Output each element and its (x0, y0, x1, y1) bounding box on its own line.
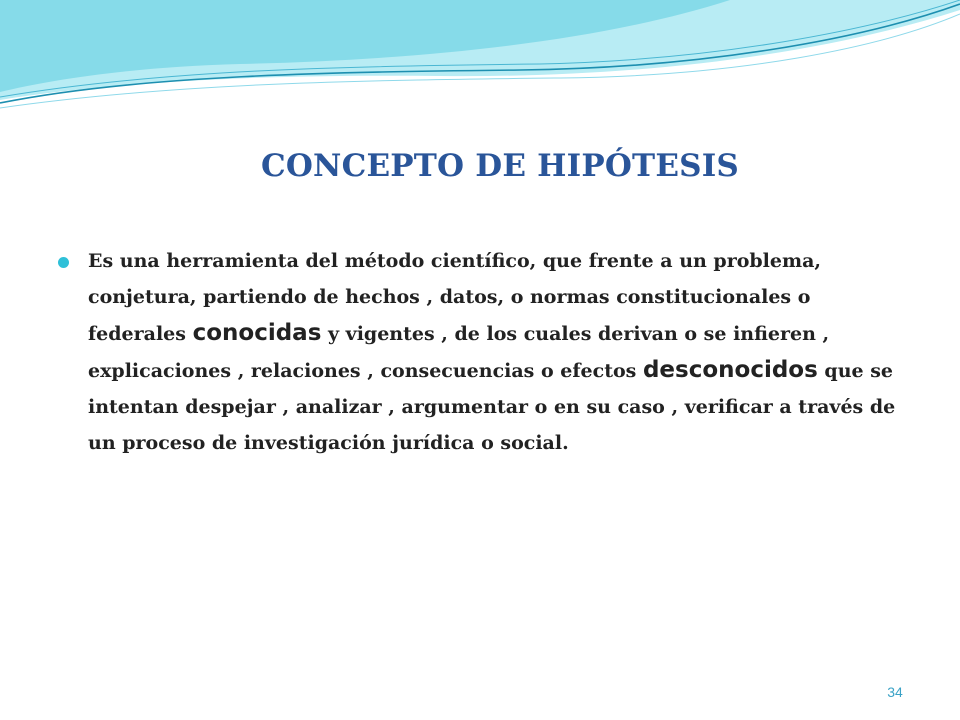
header-wave-decoration (0, 0, 960, 130)
paragraph-text-part-2: y vigentes , de los cuales derivan o se infieren , explicaciones , relaciones , consecuencias o efectos (88, 323, 830, 382)
page-number: 34 (887, 684, 903, 700)
slide-title: CONCEPTO DE HIPÓTESIS (260, 148, 740, 184)
paragraph-text-part-1: Es una herramienta del método científico, que frente a un problema, conjetura, partiendo de hechos , datos, o normas constitucionales o federales (88, 250, 822, 345)
paragraph-text-part-3: que se intentan despejar , analizar , argumentar o en su caso , verificar a través de un proceso de investigación jurídica o social. (88, 360, 896, 454)
emphasis-word-conocidas: conocidas (192, 320, 322, 346)
bullet-dot-icon (58, 257, 69, 268)
emphasis-word-desconocidos: desconocidos (642, 357, 818, 383)
body-paragraph (88, 243, 898, 461)
